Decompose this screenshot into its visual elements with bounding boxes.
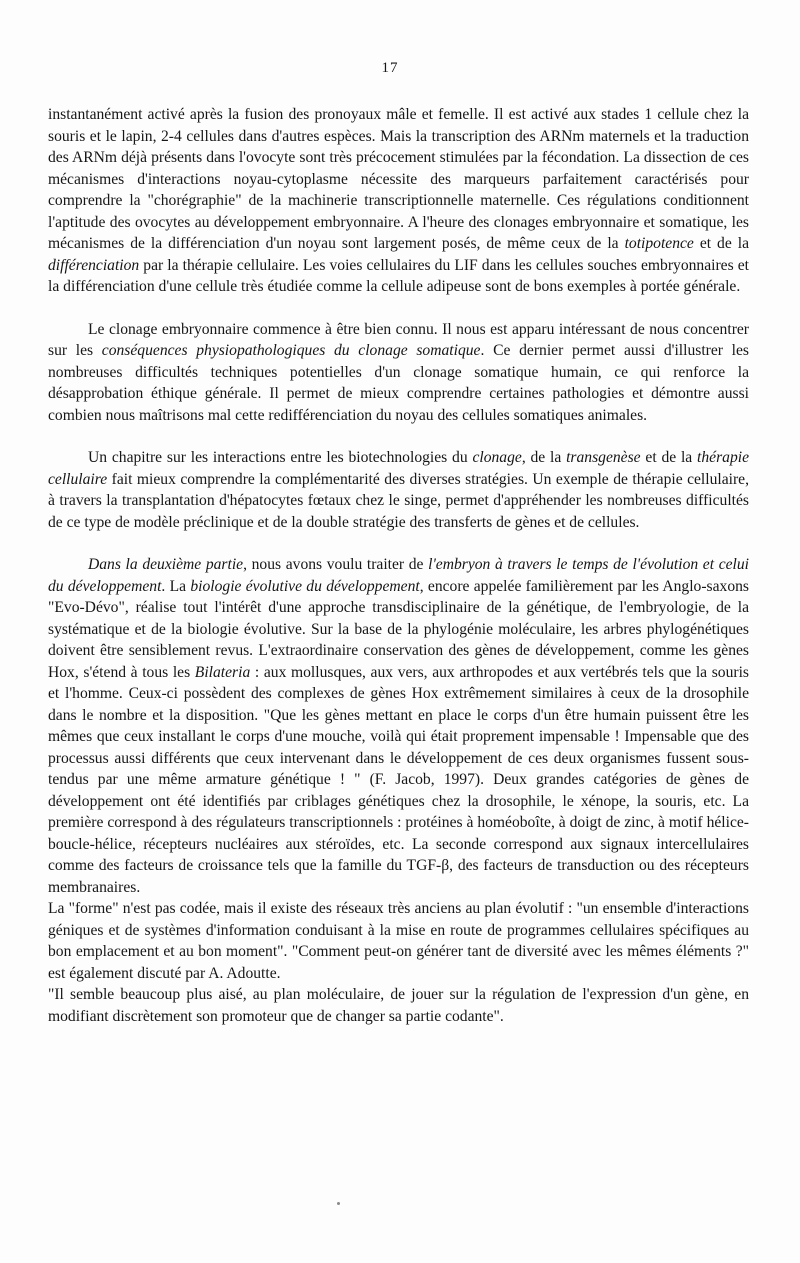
italic-text-segment: totipotence <box>624 235 694 252</box>
text-segment: fait mieux comprendre la complémentarité des diverses stratégies. Un exemple de thérapie cellulaire, à travers la transplantation d'hépatocytes fœtaux chez le singe, permet d'appréhender les nombreuses difficultés de ce type de modèle préclinique et de la double stratégie des transferts de gènes et de cellules. <box>48 470 749 531</box>
page-number: 17 <box>381 60 399 76</box>
text-segment: Un chapitre sur les interactions entre les biotechnologies du <box>88 449 473 466</box>
text-segment: : aux mollusques, aux vers, aux arthropodes et aux vertébrés tels que la souris et l'homme. Ceux-ci possèdent des complexes de gènes Hox extrêmement similaires à ceux de la drosophile dans le nombre et la disposition. "Que les gènes mettant en place le corps d'un être humain puissent être les mêmes que ceux installant le corps d'une mouche, voilà qui était proprement impensable ! Impensable que des processus aussi différents que ceux intervenant dans le développement de ces deux organismes fussent sous-tendus par une même armature génétique ! " (F. Jacob, 1997). Deux grandes catégories de gènes de développement ont été identifiés par criblages génétiques chez la drosophile, le xénope, la souris, etc. La première correspond à des régulateurs transcriptionnels : protéines à homéoboîte, à doigt de zinc, à motif hélice-boucle-hélice, récepteurs nucléaires aux stéroïdes, etc. La seconde correspond aux signaux intercellulaires comme des facteurs de croissance tels que la famille du TGF-β, des facteurs de transduction ou des récepteurs membranaires. <box>48 663 749 896</box>
paragraph <box>48 984 749 1027</box>
text-segment: , encore appelée familièrement par les Anglo-saxons "Evo-Dévo", réalise tout l'intérêt d'une approche transdisciplinaire de la génétique, de l'embryologie, de la systématique et de la biologie évolutive. Sur la base de la phylogénie moléculaire, les arbres phylogénétiques doivent être sensiblement revus. L'extraordinaire conservation des gènes de développement, comme les gènes Hox, s'étend à tous les <box>48 577 749 681</box>
paragraph <box>48 554 749 898</box>
text-segment: , nous avons voulu traiter de <box>243 556 429 573</box>
paragraph <box>48 898 749 984</box>
text-segment: par la thérapie cellulaire. Les voies cellulaires du LIF dans les cellules souches embryonnaires et la différenciation d'une cellule très étudiée comme la cellule adipeuse sont de bons exemples à portée générale. <box>48 256 749 295</box>
text-segment: Le clonage embryonnaire commence à être bien connu. Il nous est apparu intéressant de nous concentrer sur les <box>48 320 749 359</box>
italic-text-segment: l'embryon à travers le temps de l'évolution et celui du développement <box>48 556 750 595</box>
text-segment: La "forme" n'est pas codée, mais il existe des réseaux très anciens au plan évolutif : "un ensemble d'interactions géniques et de systèmes d'information conduisant à la mise en route de programmes cellulaires spécifiques au bon emplacement et au bon moment". "Comment peut-on générer tant de diversité avec les mêmes éléments ?" est également discuté par A. Adoutte. <box>48 900 749 982</box>
text-segment: et de la <box>640 449 698 466</box>
paragraph <box>48 319 749 427</box>
paragraph <box>48 447 749 533</box>
paragraph <box>48 104 749 298</box>
text-segment: "Il semble beaucoup plus aisé, au plan moléculaire, de jouer sur la régulation de l'expression d'un gène, en modifiant discrètement son promoteur que de changer sa partie codante". <box>48 986 749 1025</box>
scan-artifact-dot <box>337 1202 340 1205</box>
text-segment: et de la <box>693 235 750 252</box>
italic-text-segment: Bilateria <box>194 663 251 681</box>
italic-text-segment: thérapie cellulaire <box>48 449 749 488</box>
text-segment: . La <box>161 577 191 595</box>
text-segment: instantanément activé après la fusion des pronoyaux mâle et femelle. Il est activé aux stades 1 cellule chez la souris et le lapin, 2-4 cellules dans d'autres espèces. Mais la transcription des ARNm maternels et la traduction des ARNm déjà présents dans l'ovocyte sont très précocement stimulées par la fécondation. La dissection de ces mécanismes d'interactions noyau-cytoplasme nécessite des marqueurs parfaitement caractérisés pour comprendre la "chorégraphie" de la machinerie transcriptionnelle maternelle. Ces régulations conditionnent l'aptitude des ovocytes au développement embryonnaire. A l'heure des clonages embryonnaire et somatique, les mécanismes de la différenciation d'un noyau sont largement posés, de même ceux de la <box>48 106 749 252</box>
text-segment: , de la <box>521 449 567 466</box>
italic-text-segment: Dans la deuxième partie <box>88 556 244 573</box>
italic-text-segment: biologie évolutive du développement <box>190 577 420 595</box>
italic-text-segment: transgenèse <box>566 449 641 466</box>
text-block <box>48 104 749 1027</box>
italic-text-segment: clonage <box>472 449 522 466</box>
text-segment: . Ce dernier permet aussi d'illustrer les nombreuses difficultés techniques potentielles d'un clonage somatique humain, ce qui renforce la désapprobation éthique générale. Il permet de mieux comprendre certaines pathologies et démontre aussi combien nous maîtrisons mal cette redifférenciation du noyau des cellules somatiques animales. <box>48 342 749 424</box>
italic-text-segment: conséquences physiopathologiques du clonage somatique <box>101 342 481 359</box>
italic-text-segment: différenciation <box>48 256 140 274</box>
